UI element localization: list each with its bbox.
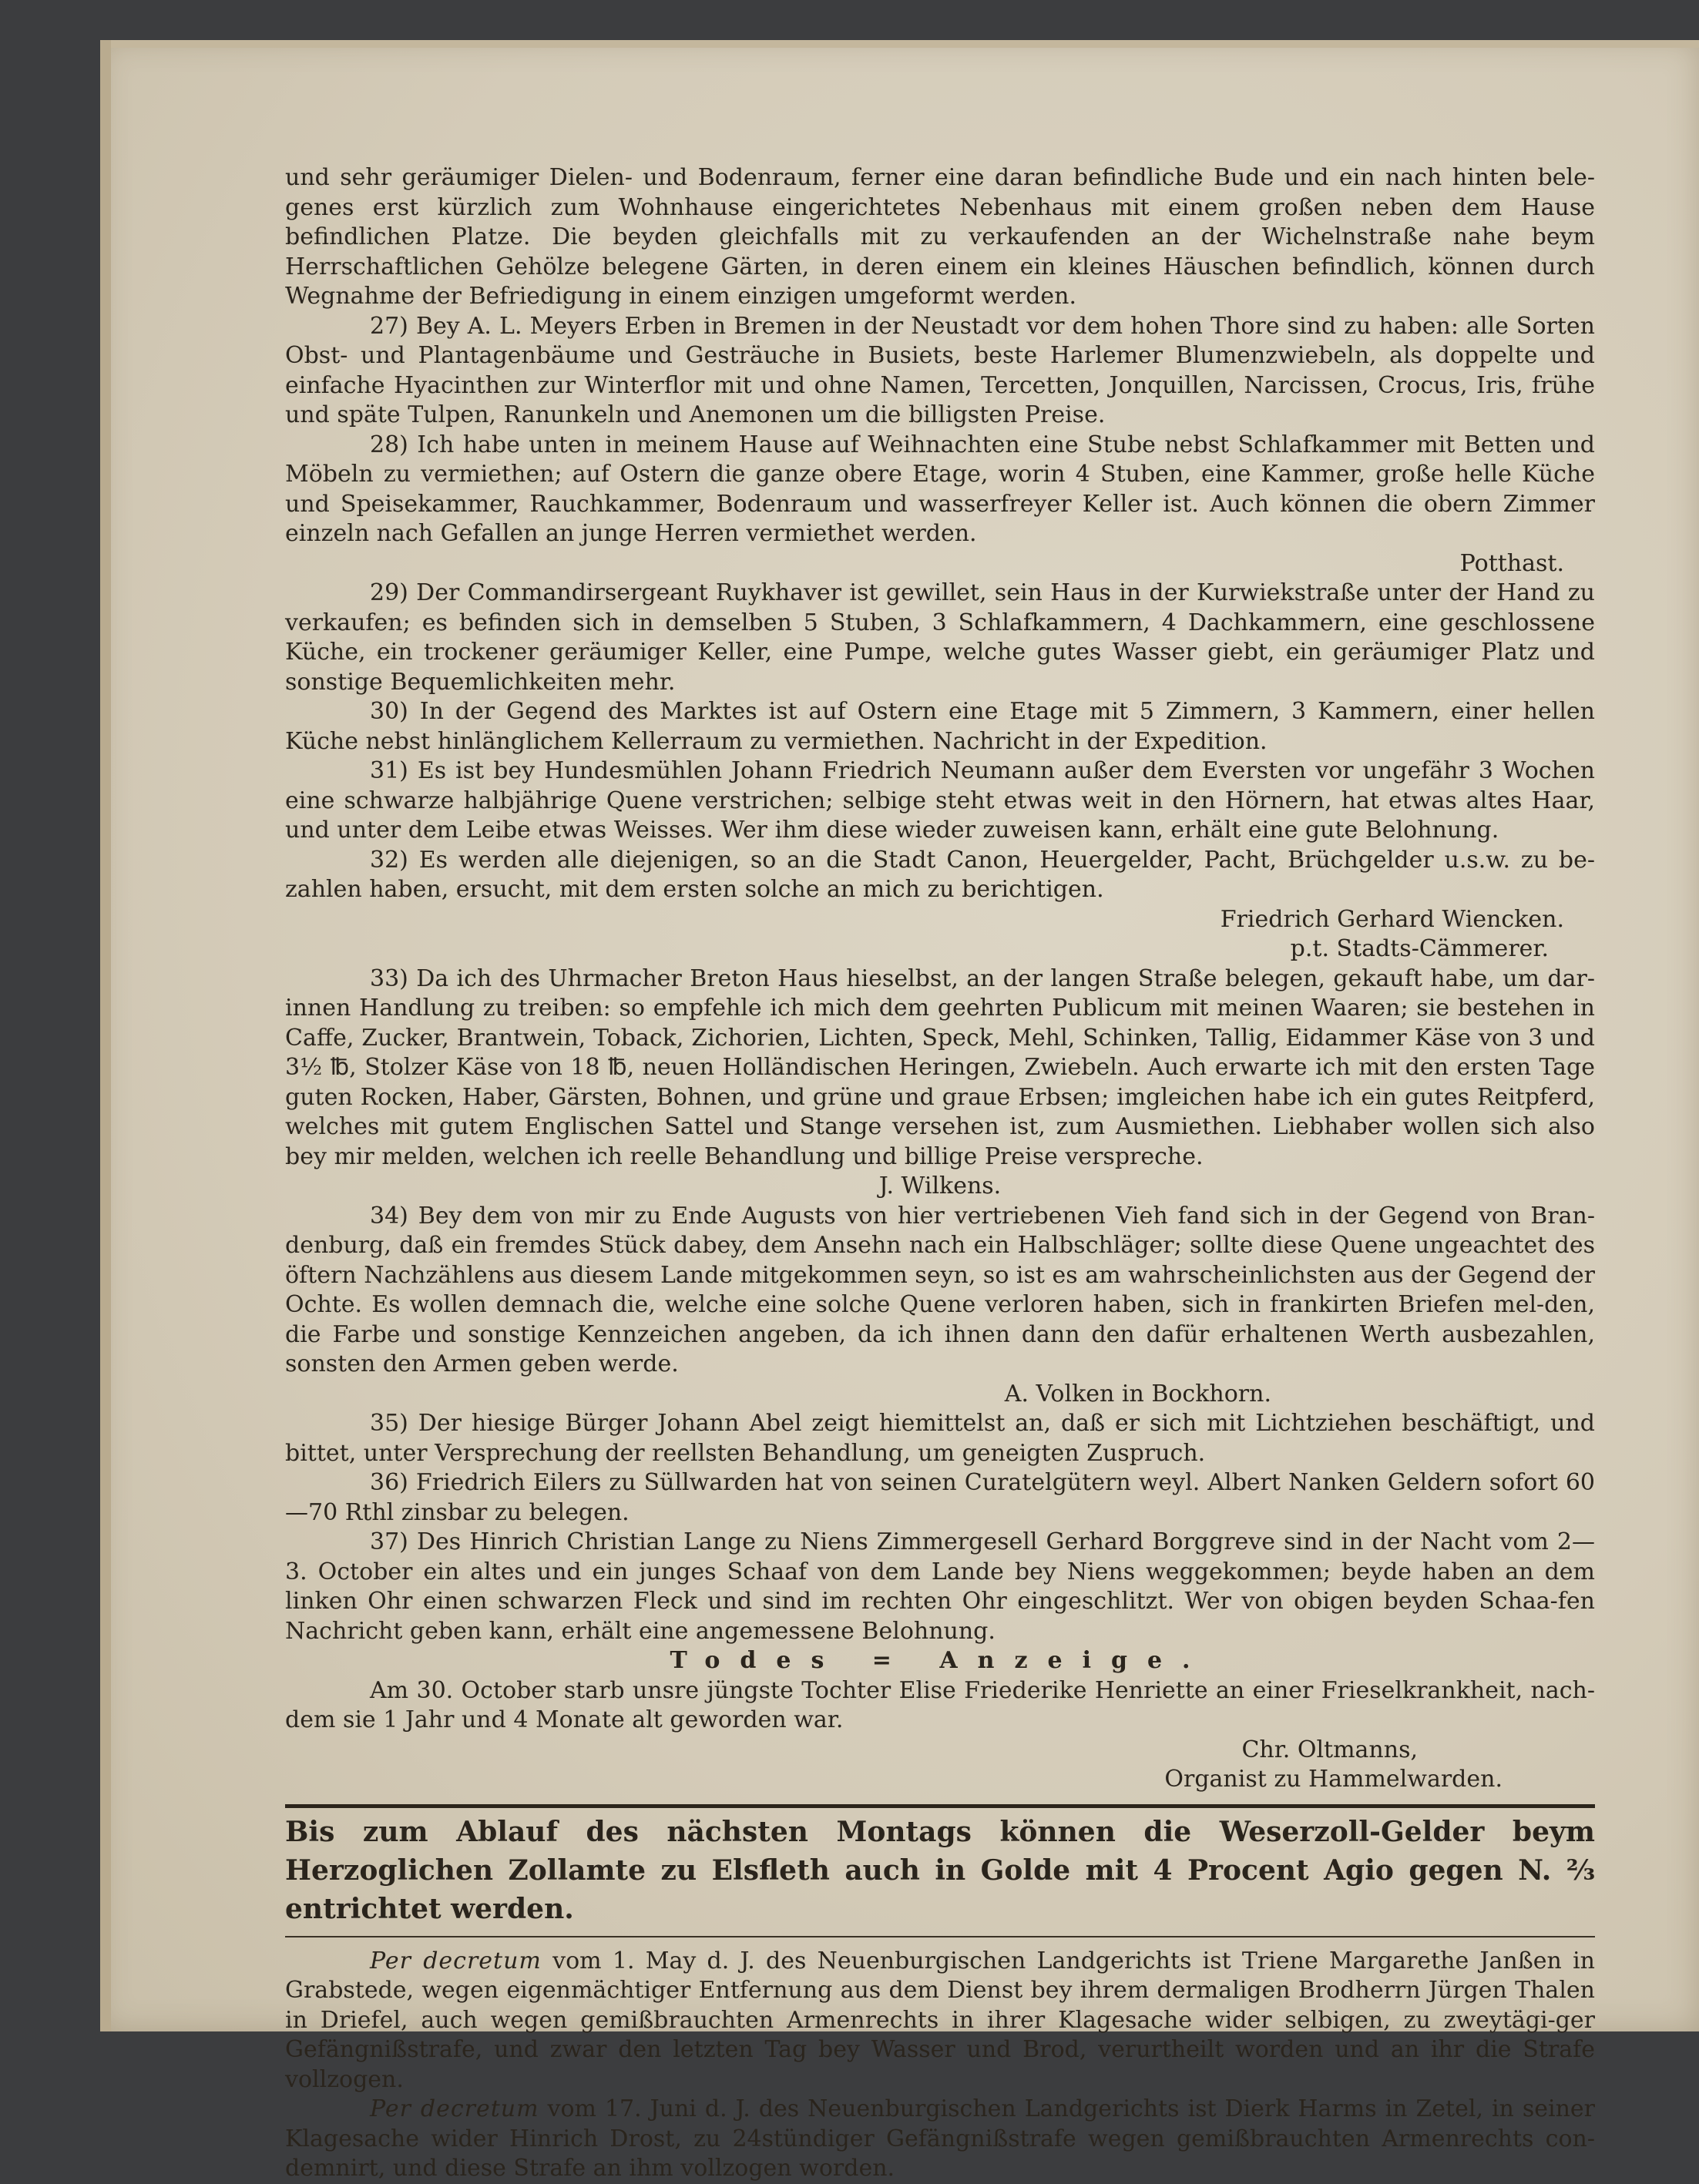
newspaper-text-column [285,163,1595,2184]
signature-28: Potthast. [1459,549,1564,577]
decree-1-text: vom 1. May d. J. des Neuenburgischen Landgerichts ist Triene Margarethe Janßen in Grabstede, wegen eigenmächtiger Entfernung aus dem Dienst bey ihrem dermaligen Brodherrn Jürgen Thalen in Driefel, auch wegen gemißbrauchten Armenrechts in ihrer Klagesache wider selbigen, zu zweytägi-ger Gefängnißstrafe, und zwar den letzten Tag bey Wasser und Brod, verurtheilt worden und an ihr die Strafe vollzogen. [285,1947,1595,2093]
advert-31: 31) Es ist bey Hundesmühlen Johann Friedrich Neumann außer dem Eversten vor ungefähr 3 Wochen eine schwarze halbjährige Quene verstrichen; selbige steht etwas weit in den Hörnern, hat etwas altes Haar, und unter dem Leibe etwas Weisses. Wer ihm diese wieder zuweisen kann, erhält eine gute Belohnung. [285,757,1595,844]
decree-1-latin: Per decretum [370,1947,542,1974]
signature-33: J. Wilkens. [878,1173,1002,1199]
signature-32-name: Friedrich Gerhard Wiencken. [1220,905,1564,933]
advert-37: 37) Des Hinrich Christian Lange zu Niens Zimmergesell Gerhard Borggreve sind in der Nacht vom 2—3. October ein altes und ein junges Schaaf von dem Lande bey Niens weggekommen; beyde haben an dem linken Ohr einen schwarzen Fleck und sind im rechten Ohr eingeschlitzt. Wer von obigen beyden Schaa-fen Nachricht geben kann, erhält eine angemessene Belohnung. [285,1528,1595,1645]
decree-1 [285,1947,1595,2095]
advert-32: 32) Es werden alle diejenigen, so an die Stadt Canon, Heuergelder, Pacht, Brüchgelder u.s.w. zu be-zahlen haben, ersucht, mit dem ersten solche an mich zu berichtigen. [285,846,1595,903]
advert-34: 34) Bey dem von mir zu Ende Augusts von hier vertriebenen Vieh fand sich in der Gegend von Bran-denburg, daß ein fremdes Stück dabey, dem Ansehn nach ein Halbschläger; sollte diese Quene ungeachtet des öftern Nachzählens aus diesem Lande mitgekommen seyn, so ist es am wahrscheinlichsten aus der Gegend der Ochte. Es wollen demnach die, welche eine solche Quene verloren haben, sich in frankirten Briefen mel-den, die Farbe und sonstige Kennzeichen angeben, da ich ihnen dann den dafür erhaltenen Werth ausbezahlen, sonsten den Armen geben werde. [285,1202,1595,1377]
advert-27: 27) Bey A. L. Meyers Erben in Bremen in der Neustadt vor dem hohen Thore sind zu haben: alle Sorten Obst- und Plantagenbäume und Gesträuche in Busiets, beste Harlemer Blumenzwiebeln, als doppelte und einfache Hyacinthen zur Winterflor mit und ohne Namen, Tercetten, Jonquillen, Narcissen, Crocus, Iris, frühe und späte Tulpen, Ranunkeln und Anemonen um die billigsten Preise. [285,312,1595,428]
decree-2-text: vom 17. Juni d. J. des Neuenburgischen Landgerichts ist Dierk Harms in Zetel, in seiner Klagesache wider Hinrich Drost, zu 24stündiger Gefängnißstrafe wegen gemißbrauchten Armenrechts con-demnirt, und diese Strafe an ihm vollzogen worden. [285,2095,1595,2182]
advert-33: 33) Da ich des Uhrmacher Breton Haus hieselbst, an der langen Straße belegen, gekauft habe, um dar-innen Handlung zu treiben: so empfehle ich mich dem geehrten Publicum mit meinen Waaren; sie bestehen in Caffe, Zucker, Brantwein, Toback, Zichorien, Lichten, Speck, Mehl, Schinken, Tallig, Eidammer Käse von 3 und 3½ ℔, Stolzer Käse von 18 ℔, neuen Holländischen Heringen, Zwiebeln. Auch erwarte ich mit den ersten Tage guten Rocken, Haber, Gärsten, Bohnen, und grüne und graue Erbsen; imgleichen habe ich ein gutes Reitpferd, welches mit gutem Englischen Sattel und Stange versehen ist, zum Ausmiethen. Liebhaber wollen sich also bey mir melden, welchen ich reelle Behandlung und billige Preise verspreche. [285,965,1595,1170]
page-left-edge [100,40,111,2031]
decree-2 [285,2095,1595,2184]
death-notice-signature-title: Organist zu Hammelwarden. [1164,1766,1503,1793]
advert-29: 29) Der Commandirsergeant Ruykhaver ist gewillet, sein Haus in der Kurwiekstraße unter der Hand zu verkaufen; es befinden sich in demselben 5 Stuben, 3 Schlafkammern, 4 Dachkammern, eine geschlossene Küche, ein trockener geräumiger Keller, eine Pumpe, welche gutes Wasser giebt, ein geräumiger Platz und sonstige Bequemlichkeiten mehr. [285,579,1595,696]
decree-2-latin: Per decretum [370,2095,539,2122]
advert-28: 28) Ich habe unten in meinem Hause auf Weihnachten eine Stube nebst Schlafkammer mit Betten und Möbeln zu vermiethen; auf Ostern die ganze obere Etage, worin 4 Stuben, eine Kammer, große helle Küche und Speisekammer, Rauchkammer, Bodenraum und wasserfreyer Keller ist. Auch können die obern Zimmer einzeln nach Gefallen an junge Herren vermiethet werden. [285,431,1595,547]
death-notice-heading: Todes = Anzeige. [670,1647,1210,1674]
signature-32-title: p.t. Stadts-Cämmerer. [1290,935,1549,962]
advert-30: 30) In der Gegend des Marktes ist auf Ostern eine Etage mit 5 Zimmern, 3 Kammern, einer hellen Küche nebst hinlänglichem Kellerraum zu vermiethen. Nachricht in der Expedition. [285,698,1595,755]
section-divider-bottom [285,1936,1595,1937]
advert-continuation: und sehr geräumiger Dielen- und Bodenraum, ferner eine daran befindliche Bude und ein nach hinten bele-genes erst kürzlich zum Wohnhause eingerichtetes Nebenhaus mit einem großen neben dem Hause befindlichen Platze. Die beyden gleichfalls mit zu verkaufenden an der Wichelnstraße nahe beym Herrschaftlichen Gehölze belegene Gärten, in deren einem ein kleines Häuschen befindlich, können durch Wegnahme der Befriedigung in einem einzigen umgeformt werden. [285,164,1595,310]
advert-36: 36) Friedrich Eilers zu Süllwarden hat von seinen Curatelgütern weyl. Albert Nanken Geldern sofort 60—70 Rthl zinsbar zu belegen. [285,1469,1595,1526]
death-notice-signature: Chr. Oltmanns, [1241,1736,1418,1763]
death-notice: Am 30. October starb unsre jüngste Tochter Elise Friederike Henriette an einer Frieselkrankheit, nach-dem sie 1 Jahr und 4 Monate alt geworden war. [285,1676,1595,1733]
signature-34: A. Volken in Bockhorn. [1004,1380,1271,1407]
customs-notice: Bis zum Ablauf des nächsten Montags können die Weserzoll-Gelder beym Herzoglichen Zollamte zu Elsfleth auch in Golde mit 4 Procent Agio gegen N. ⅔ entrichtet werden. [285,1815,1595,1925]
advert-35: 35) Der hiesige Bürger Johann Abel zeigt hiemittelst an, daß er sich mit Lichtziehen beschäftigt, und bittet, unter Versprechung der reellsten Behandlung, um geneigten Zuspruch. [285,1410,1595,1467]
page-top-edge [100,40,1699,48]
section-divider-top [285,1804,1595,1808]
